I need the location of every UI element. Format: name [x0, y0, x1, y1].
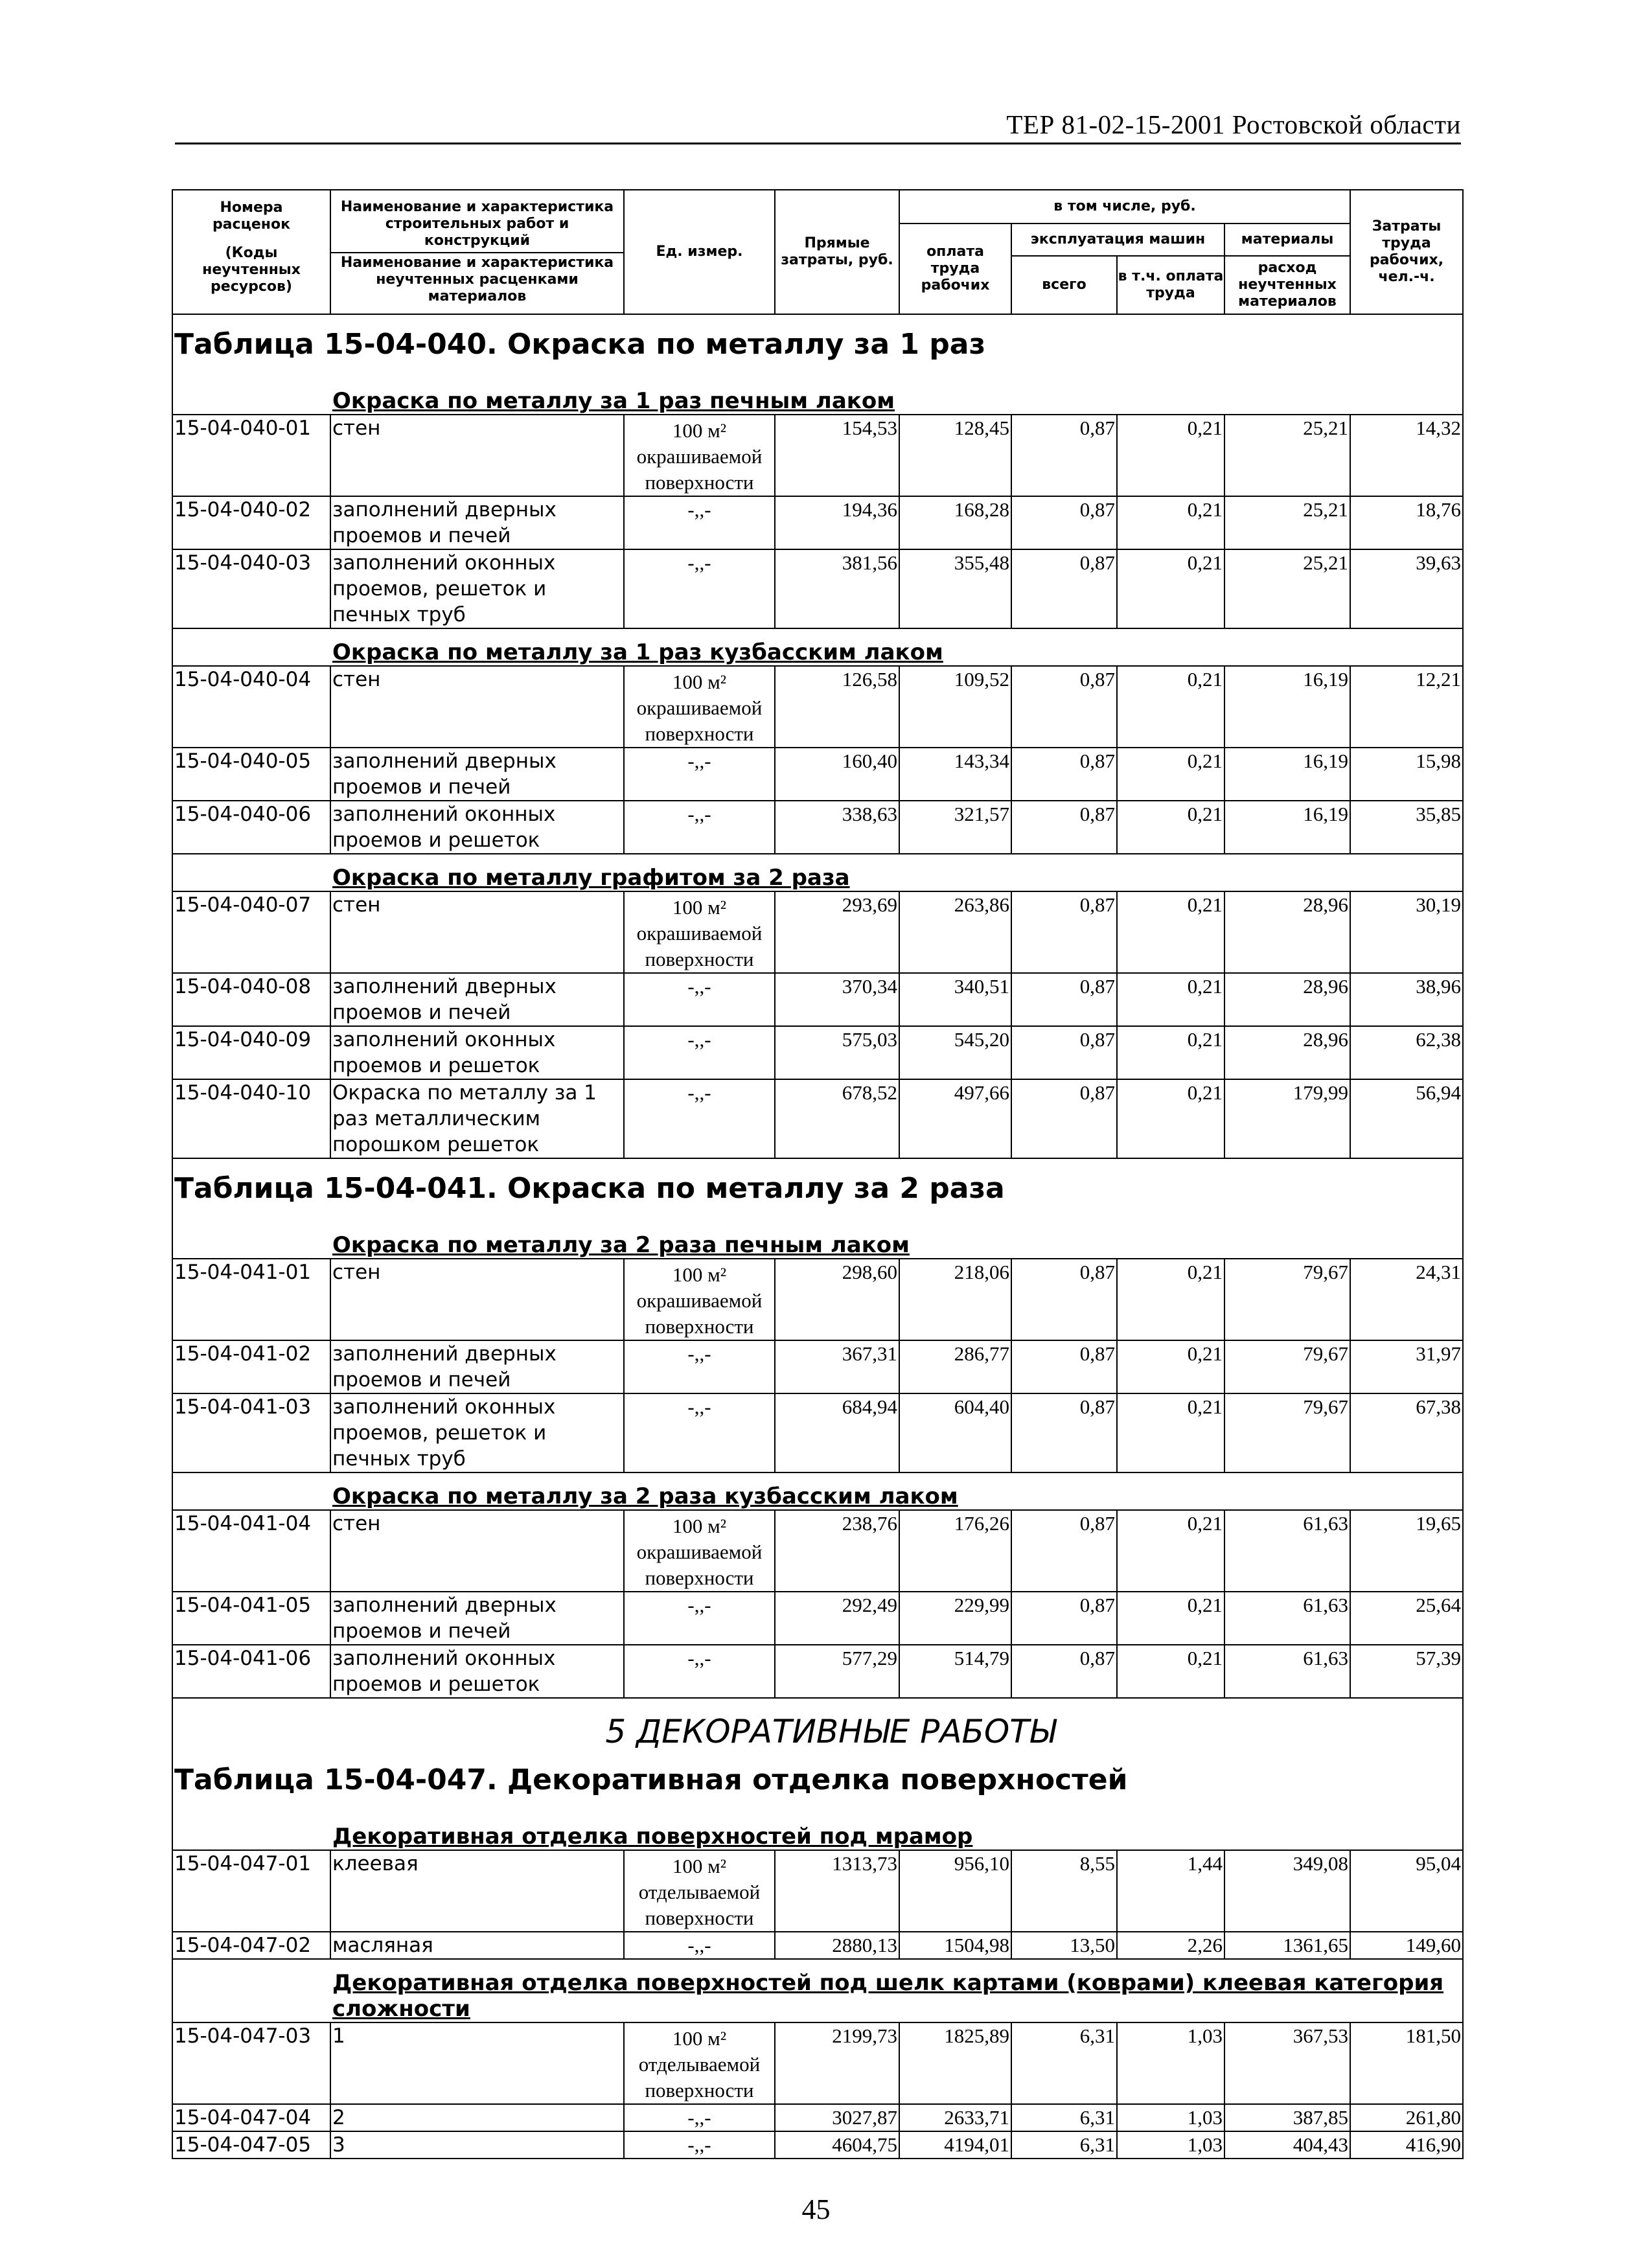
- machines-wage-cost: 0,21: [1117, 1079, 1224, 1158]
- work-name: заполнений оконных проемов, решеток и печных труб: [330, 1393, 624, 1472]
- labor-hours: 95,04: [1350, 1850, 1463, 1932]
- machines-wage-cost: 0,21: [1117, 1393, 1224, 1472]
- materials-cost: 79,67: [1224, 1259, 1350, 1340]
- unit: -,,-: [624, 1645, 775, 1698]
- machines-cost: 0,87: [1011, 1592, 1117, 1645]
- group-subtitle: Окраска по металлу за 1 раз кузбасским лаком: [332, 639, 943, 665]
- table-body: [172, 314, 1463, 2159]
- direct-cost: 1313,73: [775, 1850, 899, 1932]
- materials-cost: 25,21: [1224, 496, 1350, 549]
- rate-code: 15-04-040-05: [172, 748, 330, 801]
- machines-wage-cost: 1,03: [1117, 2104, 1224, 2131]
- price-table-wrapper: [172, 189, 1464, 2159]
- materials-cost: 28,96: [1224, 891, 1350, 973]
- rate-code: 15-04-041-03: [172, 1393, 330, 1472]
- rate-code: 15-04-047-02: [172, 1932, 330, 1959]
- machines-wage-cost: 0,21: [1117, 549, 1224, 628]
- rate-code: 15-04-040-02: [172, 496, 330, 549]
- machines-cost: 0,87: [1011, 549, 1117, 628]
- unit: -,,-: [624, 1393, 775, 1472]
- group-subtitle-row: [172, 1472, 1463, 1510]
- wage-cost: 286,77: [899, 1340, 1011, 1393]
- materials-cost: 349,08: [1224, 1850, 1350, 1932]
- section-heading-row: [172, 1698, 1463, 1750]
- work-name: масляная: [330, 1932, 624, 1959]
- wage-cost: 1504,98: [899, 1932, 1011, 1959]
- rate-code: 15-04-040-01: [172, 415, 330, 496]
- labor-hours: 14,32: [1350, 415, 1463, 496]
- materials-cost: 16,19: [1224, 801, 1350, 854]
- machines-cost: 0,87: [1011, 496, 1117, 549]
- group-subtitle: Окраска по металлу за 1 раз печным лаком: [332, 388, 895, 414]
- direct-cost: 126,58: [775, 666, 899, 748]
- col-header-unit: Ед. измер.: [624, 190, 775, 314]
- work-name: стен: [330, 891, 624, 973]
- page-number: 45: [801, 2194, 831, 2225]
- labor-hours: 67,38: [1350, 1393, 1463, 1472]
- table-row: [172, 891, 1463, 973]
- table-row: [172, 1645, 1463, 1698]
- table-row: [172, 1510, 1463, 1592]
- direct-cost: 367,31: [775, 1340, 899, 1393]
- direct-cost: 293,69: [775, 891, 899, 973]
- materials-cost: 367,53: [1224, 2022, 1350, 2104]
- labor-hours: 19,65: [1350, 1510, 1463, 1592]
- work-name: заполнений оконных проемов, решеток и печных труб: [330, 549, 624, 628]
- machines-cost: 0,87: [1011, 748, 1117, 801]
- work-name: заполнений дверных проемов и печей: [330, 748, 624, 801]
- wage-cost: 355,48: [899, 549, 1011, 628]
- unit: 100 м² окрашиваемой поверхности: [624, 1510, 775, 1592]
- materials-cost: 179,99: [1224, 1079, 1350, 1158]
- rate-code: 15-04-047-01: [172, 1850, 330, 1932]
- machines-cost: 0,87: [1011, 1026, 1117, 1079]
- direct-cost: 154,53: [775, 415, 899, 496]
- labor-hours: 57,39: [1350, 1645, 1463, 1698]
- wage-cost: 604,40: [899, 1393, 1011, 1472]
- labor-hours: 38,96: [1350, 973, 1463, 1026]
- machines-wage-cost: 0,21: [1117, 1026, 1224, 1079]
- machines-cost: 0,87: [1011, 891, 1117, 973]
- unit: 100 м² отделываемой поверхности: [624, 1850, 775, 1932]
- rate-code: 15-04-047-03: [172, 2022, 330, 2104]
- labor-hours: 416,90: [1350, 2131, 1463, 2159]
- unit: -,,-: [624, 496, 775, 549]
- rate-code: 15-04-041-04: [172, 1510, 330, 1592]
- page-header: [175, 110, 1461, 144]
- col-header-machines: эксплуатация машин: [1011, 223, 1224, 256]
- rate-code: 15-04-041-06: [172, 1645, 330, 1698]
- table-header: [172, 190, 1463, 314]
- wage-cost: 956,10: [899, 1850, 1011, 1932]
- col-header-direct: Прямые затраты, руб.: [775, 190, 899, 314]
- machines-wage-cost: 0,21: [1117, 1645, 1224, 1698]
- rate-code: 15-04-040-06: [172, 801, 330, 854]
- rate-code: 15-04-047-04: [172, 2104, 330, 2131]
- wage-cost: 109,52: [899, 666, 1011, 748]
- machines-wage-cost: 0,21: [1117, 496, 1224, 549]
- col-header-code: [172, 190, 330, 314]
- machines-cost: 13,50: [1011, 1932, 1117, 1959]
- work-name: стен: [330, 1259, 624, 1340]
- unit: -,,-: [624, 801, 775, 854]
- work-name: Окраска по металлу за 1 раз металлическим порошком решеток: [330, 1079, 624, 1158]
- table-row: [172, 1079, 1463, 1158]
- unit: -,,-: [624, 2131, 775, 2159]
- table-title: Таблица 15-04-047. Декоративная отделка поверхностей: [174, 1763, 1128, 1796]
- machines-cost: 0,87: [1011, 801, 1117, 854]
- machines-cost: 0,87: [1011, 1340, 1117, 1393]
- table-title-row: [172, 1750, 1463, 1813]
- group-subtitle: Окраска по металлу за 2 раза кузбасским лаком: [332, 1483, 958, 1509]
- wage-cost: 176,26: [899, 1510, 1011, 1592]
- document-title: ТЕР 81-02-15-2001 Ростовской области: [1006, 109, 1461, 139]
- labor-hours: 39,63: [1350, 549, 1463, 628]
- materials-cost: 61,63: [1224, 1645, 1350, 1698]
- rate-code: 15-04-040-08: [172, 973, 330, 1026]
- direct-cost: 577,29: [775, 1645, 899, 1698]
- work-name: 2: [330, 2104, 624, 2131]
- unit: 100 м² окрашиваемой поверхности: [624, 415, 775, 496]
- machines-cost: 0,87: [1011, 1645, 1117, 1698]
- work-name: стен: [330, 1510, 624, 1592]
- machines-cost: 0,87: [1011, 1393, 1117, 1472]
- machines-cost: 8,55: [1011, 1850, 1117, 1932]
- labor-hours: 149,60: [1350, 1932, 1463, 1959]
- table-title: Таблица 15-04-041. Окраска по металлу за 2 раза: [174, 1172, 1005, 1205]
- machines-cost: 0,87: [1011, 1259, 1117, 1340]
- table-row: [172, 1850, 1463, 1932]
- work-name: 3: [330, 2131, 624, 2159]
- col-header-code-bottom: (Коды неучтенных ресурсов): [202, 245, 301, 295]
- materials-cost: 25,21: [1224, 549, 1350, 628]
- materials-cost: 61,63: [1224, 1510, 1350, 1592]
- wage-cost: 321,57: [899, 801, 1011, 854]
- table-row: [172, 2022, 1463, 2104]
- rate-code: 15-04-040-04: [172, 666, 330, 748]
- wage-cost: 143,34: [899, 748, 1011, 801]
- work-name: клеевая: [330, 1850, 624, 1932]
- group-subtitle-row: [172, 628, 1463, 666]
- machines-cost: 6,31: [1011, 2104, 1117, 2131]
- price-table: [172, 189, 1464, 2159]
- direct-cost: 292,49: [775, 1592, 899, 1645]
- wage-cost: 218,06: [899, 1259, 1011, 1340]
- col-header-name-top: Наименование и характеристика строительных работ и конструкций: [331, 198, 623, 253]
- machines-wage-cost: 2,26: [1117, 1932, 1224, 1959]
- work-name: 1: [330, 2022, 624, 2104]
- machines-wage-cost: 0,21: [1117, 801, 1224, 854]
- machines-wage-cost: 0,21: [1117, 1510, 1224, 1592]
- unit: -,,-: [624, 1932, 775, 1959]
- col-header-materials: материалы: [1224, 223, 1350, 256]
- rate-code: 15-04-041-05: [172, 1592, 330, 1645]
- labor-hours: 35,85: [1350, 801, 1463, 854]
- unit: 100 м² окрашиваемой поверхности: [624, 1259, 775, 1340]
- rate-code: 15-04-047-05: [172, 2131, 330, 2159]
- work-name: заполнений дверных проемов и печей: [330, 973, 624, 1026]
- wage-cost: 545,20: [899, 1026, 1011, 1079]
- table-row: [172, 1932, 1463, 1959]
- col-header-materials-unaccounted: расход неучтенных материалов: [1224, 256, 1350, 314]
- work-name: заполнений оконных проемов и решеток: [330, 1645, 624, 1698]
- direct-cost: 238,76: [775, 1510, 899, 1592]
- unit: 100 м² окрашиваемой поверхности: [624, 666, 775, 748]
- work-name: заполнений оконных проемов и решеток: [330, 1026, 624, 1079]
- machines-cost: 0,87: [1011, 1510, 1117, 1592]
- work-name: стен: [330, 666, 624, 748]
- direct-cost: 575,03: [775, 1026, 899, 1079]
- col-header-name-bottom: Наименование и характеристика неучтенных расценками материалов: [340, 255, 614, 304]
- table-row: [172, 1259, 1463, 1340]
- direct-cost: 160,40: [775, 748, 899, 801]
- rate-code: 15-04-041-02: [172, 1340, 330, 1393]
- wage-cost: 263,86: [899, 891, 1011, 973]
- rate-code: 15-04-040-03: [172, 549, 330, 628]
- unit: 100 м² отделываемой поверхности: [624, 2022, 775, 2104]
- labor-hours: 62,38: [1350, 1026, 1463, 1079]
- rate-code: 15-04-040-09: [172, 1026, 330, 1079]
- machines-cost: 6,31: [1011, 2022, 1117, 2104]
- labor-hours: 181,50: [1350, 2022, 1463, 2104]
- table-title-row: [172, 1158, 1463, 1222]
- table-row: [172, 801, 1463, 854]
- materials-cost: 16,19: [1224, 666, 1350, 748]
- col-header-machines-wage: в т.ч. оплата труда: [1117, 256, 1224, 314]
- direct-cost: 370,34: [775, 973, 899, 1026]
- table-row: [172, 748, 1463, 801]
- materials-cost: 79,67: [1224, 1393, 1350, 1472]
- rate-code: 15-04-040-07: [172, 891, 330, 973]
- labor-hours: 261,80: [1350, 2104, 1463, 2131]
- table-title: Таблица 15-04-040. Окраска по металлу за 1 раз: [174, 328, 986, 361]
- machines-cost: 0,87: [1011, 666, 1117, 748]
- labor-hours: 30,19: [1350, 891, 1463, 973]
- direct-cost: 338,63: [775, 801, 899, 854]
- table-row: [172, 2131, 1463, 2159]
- wage-cost: 4194,01: [899, 2131, 1011, 2159]
- table-row: [172, 1026, 1463, 1079]
- direct-cost: 2880,13: [775, 1932, 899, 1959]
- direct-cost: 381,56: [775, 549, 899, 628]
- machines-wage-cost: 1,03: [1117, 2131, 1224, 2159]
- col-header-code-top: Номера расценок: [212, 200, 291, 233]
- machines-cost: 0,87: [1011, 973, 1117, 1026]
- unit: -,,-: [624, 748, 775, 801]
- unit: -,,-: [624, 1079, 775, 1158]
- work-name: заполнений дверных проемов и печей: [330, 496, 624, 549]
- table-row: [172, 1592, 1463, 1645]
- table-title-row: [172, 314, 1463, 378]
- group-subtitle: Декоративная отделка поверхностей под мрамор: [332, 1824, 973, 1850]
- labor-hours: 56,94: [1350, 1079, 1463, 1158]
- wage-cost: 497,66: [899, 1079, 1011, 1158]
- machines-wage-cost: 0,21: [1117, 415, 1224, 496]
- direct-cost: 298,60: [775, 1259, 899, 1340]
- section-heading: 5 ДЕКОРАТИВНЫЕ РАБОТЫ: [605, 1713, 1056, 1750]
- labor-hours: 12,21: [1350, 666, 1463, 748]
- wage-cost: 128,45: [899, 415, 1011, 496]
- materials-cost: 61,63: [1224, 1592, 1350, 1645]
- materials-cost: 28,96: [1224, 973, 1350, 1026]
- rate-code: 15-04-041-01: [172, 1259, 330, 1340]
- wage-cost: 340,51: [899, 973, 1011, 1026]
- table-row: [172, 496, 1463, 549]
- table-row: [172, 415, 1463, 496]
- work-name: заполнений дверных проемов и печей: [330, 1592, 624, 1645]
- materials-cost: 25,21: [1224, 415, 1350, 496]
- col-header-wage: оплата труда рабочих: [899, 223, 1011, 314]
- group-subtitle-row: [172, 1813, 1463, 1850]
- direct-cost: 678,52: [775, 1079, 899, 1158]
- group-subtitle-row: [172, 378, 1463, 415]
- machines-wage-cost: 0,21: [1117, 1259, 1224, 1340]
- machines-cost: 6,31: [1011, 2131, 1117, 2159]
- direct-cost: 684,94: [775, 1393, 899, 1472]
- unit: -,,-: [624, 1340, 775, 1393]
- work-name: стен: [330, 415, 624, 496]
- machines-wage-cost: 0,21: [1117, 666, 1224, 748]
- wage-cost: 229,99: [899, 1592, 1011, 1645]
- labor-hours: 18,76: [1350, 496, 1463, 549]
- direct-cost: 194,36: [775, 496, 899, 549]
- materials-cost: 16,19: [1224, 748, 1350, 801]
- group-subtitle: Окраска по металлу за 2 раза печным лаком: [332, 1232, 910, 1258]
- machines-cost: 0,87: [1011, 415, 1117, 496]
- materials-cost: 28,96: [1224, 1026, 1350, 1079]
- table-row: [172, 1393, 1463, 1472]
- labor-hours: 24,31: [1350, 1259, 1463, 1340]
- machines-wage-cost: 0,21: [1117, 891, 1224, 973]
- col-header-incl: в том числе, руб.: [899, 190, 1350, 223]
- labor-hours: 31,97: [1350, 1340, 1463, 1393]
- labor-hours: 25,64: [1350, 1592, 1463, 1645]
- machines-wage-cost: 0,21: [1117, 1340, 1224, 1393]
- unit: -,,-: [624, 2104, 775, 2131]
- direct-cost: 4604,75: [775, 2131, 899, 2159]
- unit: -,,-: [624, 549, 775, 628]
- rate-code: 15-04-040-10: [172, 1079, 330, 1158]
- group-subtitle: Окраска по металлу графитом за 2 раза: [332, 865, 850, 891]
- group-subtitle-row: [172, 1959, 1463, 2022]
- col-header-name: [330, 190, 624, 314]
- machines-wage-cost: 1,44: [1117, 1850, 1224, 1932]
- table-row: [172, 549, 1463, 628]
- col-header-labor: Затраты труда рабочих, чел.-ч.: [1350, 190, 1463, 314]
- work-name: заполнений оконных проемов и решеток: [330, 801, 624, 854]
- machines-cost: 0,87: [1011, 1079, 1117, 1158]
- machines-wage-cost: 0,21: [1117, 748, 1224, 801]
- unit: -,,-: [624, 1026, 775, 1079]
- wage-cost: 514,79: [899, 1645, 1011, 1698]
- direct-cost: 3027,87: [775, 2104, 899, 2131]
- col-header-machines-total: всего: [1011, 256, 1117, 314]
- machines-wage-cost: 0,21: [1117, 973, 1224, 1026]
- machines-wage-cost: 0,21: [1117, 1592, 1224, 1645]
- materials-cost: 404,43: [1224, 2131, 1350, 2159]
- unit: 100 м² окрашиваемой поверхности: [624, 891, 775, 973]
- table-row: [172, 666, 1463, 748]
- table-row: [172, 1340, 1463, 1393]
- wage-cost: 1825,89: [899, 2022, 1011, 2104]
- table-row: [172, 973, 1463, 1026]
- unit: -,,-: [624, 973, 775, 1026]
- materials-cost: 79,67: [1224, 1340, 1350, 1393]
- group-subtitle: Декоративная отделка поверхностей под шелк картами (коврами) клеевая категория сложности: [332, 1970, 1444, 2022]
- wage-cost: 2633,71: [899, 2104, 1011, 2131]
- machines-wage-cost: 1,03: [1117, 2022, 1224, 2104]
- labor-hours: 15,98: [1350, 748, 1463, 801]
- work-name: заполнений дверных проемов и печей: [330, 1340, 624, 1393]
- group-subtitle-row: [172, 1222, 1463, 1259]
- direct-cost: 2199,73: [775, 2022, 899, 2104]
- wage-cost: 168,28: [899, 496, 1011, 549]
- materials-cost: 387,85: [1224, 2104, 1350, 2131]
- materials-cost: 1361,65: [1224, 1932, 1350, 1959]
- table-row: [172, 2104, 1463, 2131]
- unit: -,,-: [624, 1592, 775, 1645]
- group-subtitle-row: [172, 854, 1463, 891]
